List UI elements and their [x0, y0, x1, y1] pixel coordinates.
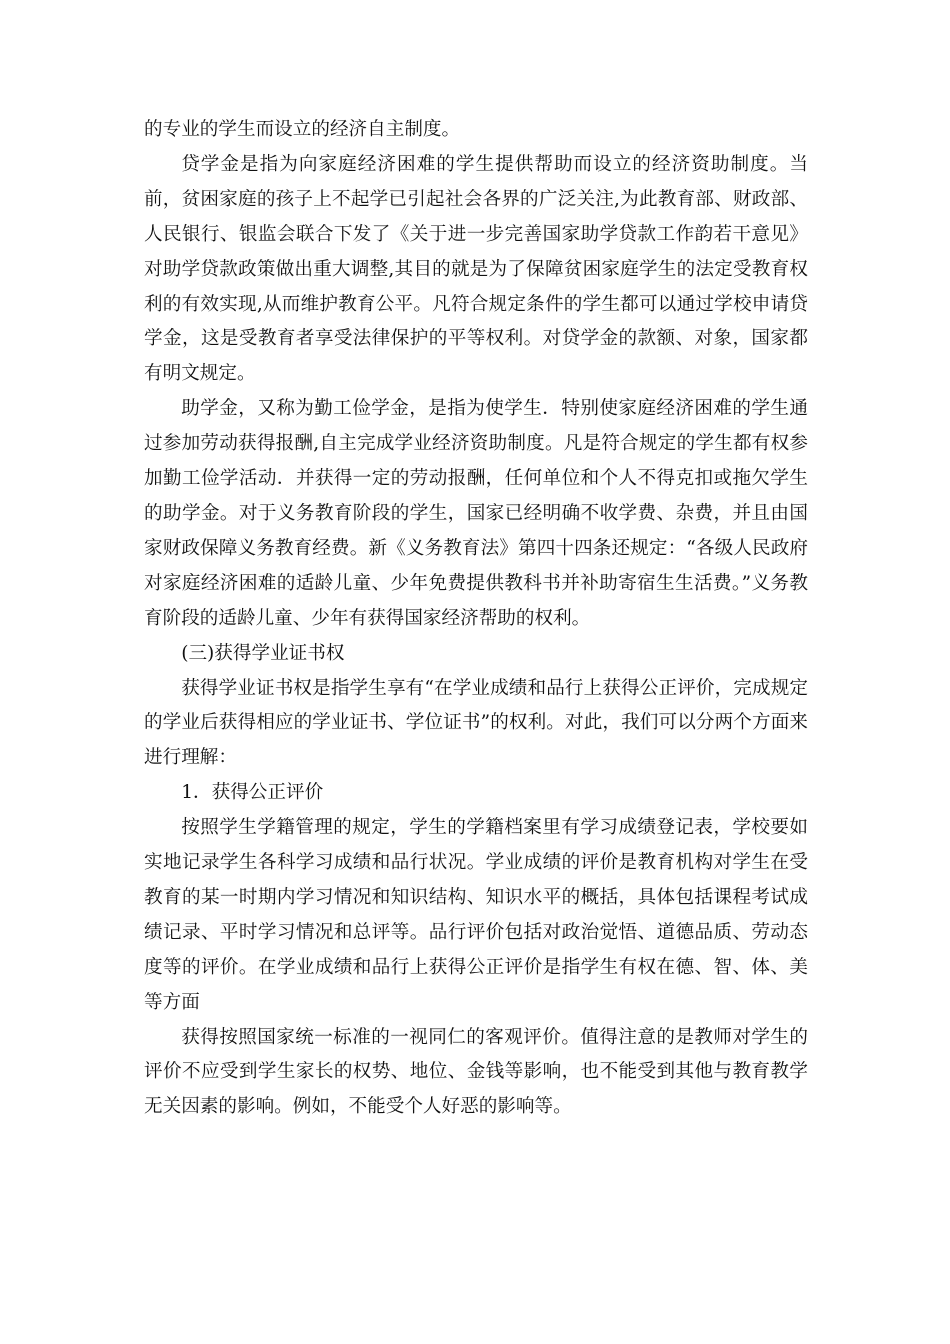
- paragraph-certificate-right: 获得学业证书权是指学生享有“在学业成绩和品行上获得公正评价，完成规定的学业后获得相应的学业证书、学位证书”的权利。对此，我们可以分两个方面来进行理解：: [144, 677, 808, 769]
- section-heading-certificate-right: (三)获得学业证书权: [181, 642, 345, 664]
- paragraph-objective-evaluation: 获得按照国家统一标准的一视同仁的客观评价。值得注意的是教师对学生的评价不应受到学生家长的权势、地位、金钱等影响，也不能受到其他与教育教学无关因素的影响。例如，不能受个人好恶的影响等。: [144, 1026, 808, 1118]
- paragraph-grant: 助学金，又称为勤工俭学金，是指为使学生．特别使家庭经济困难的学生通过参加劳动获得报酬,自主完成学业经济资助制度。凡是符合规定的学生都有权参加勤工俭学活动．并获得一定的劳动报酬，任何单位和个人不得克扣或拖欠学生的助学金。对于义务教育阶段的学生，国家已经明确不收学费、杂费，并且由国家财政保障义务教育经费。新《义务教育法》第四十四条还规定：“各级人民政府对家庭经济困难的适龄儿童、少年免费提供教科书并补助寄宿生生活费。”义务教育阶段的适龄儿童、少年有获得国家经济帮助的权利。: [144, 398, 808, 629]
- subheading-fair-evaluation: 1．获得公正评价: [181, 782, 324, 804]
- paragraph-student-records: 按照学生学籍管理的规定，学生的学籍档案里有学习成绩登记表，学校要如实地记录学生各科学习成绩和品行状况。学业成绩的评价是教育机构对学生在受教育的某一时期内学习情况和知识结构、知识水平的概括，具体包括课程考试成绩记录、平时学习情况和总评等。品行评价包括对政治觉悟、道德品质、劳动态度等的评价。在学业成绩和品行上获得公正评价是指学生有权在德、智、体、美等方面: [144, 817, 808, 1013]
- document-page: [144, 113, 808, 1125]
- paragraph-loan-scholarship: 贷学金是指为向家庭经济困难的学生提供帮助而设立的经济资助制度。当前，贫困家庭的孩子上不起学已引起社会各界的广泛关注,为此教育部、财政部、人民银行、银监会联合下发了《关于进一步完善国家助学贷款工作韵若干意见》对助学贷款政策做出重大调整,其目的就是为了保障贫困家庭学生的法定受教育权利的有效实现,从而维护教育公平。凡符合规定条件的学生都可以通过学校申请贷学金，这是受教育者享受法律保护的平等权利。对贷学金的款额、对象，国家都有明文规定。: [144, 153, 808, 385]
- paragraph-continuation: 的专业的学生而设立的经济自主制度。: [144, 119, 461, 140]
